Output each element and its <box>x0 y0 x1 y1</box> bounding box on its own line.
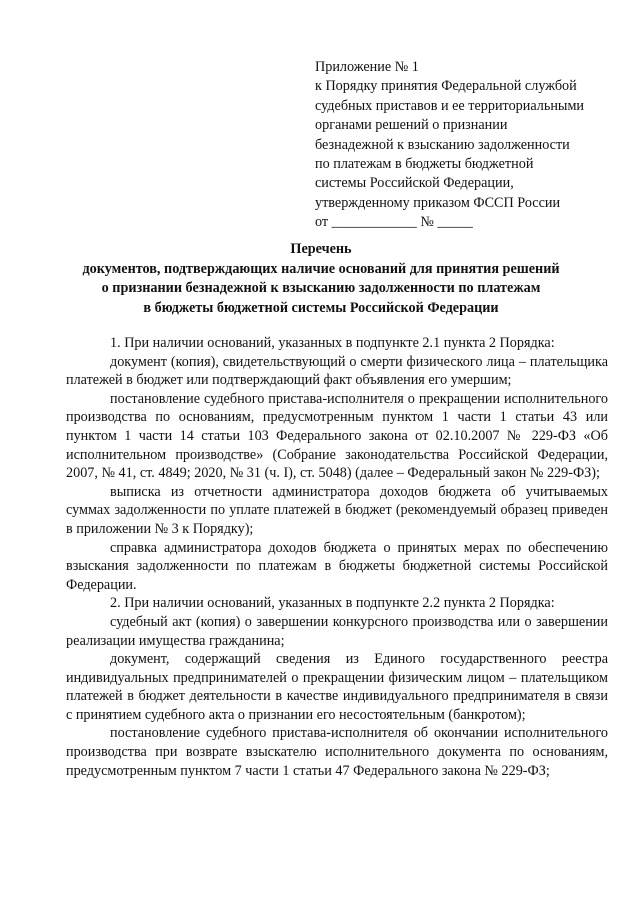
title-line: Перечень <box>290 241 352 257</box>
appendix-line: системы Российской Федерации, <box>315 175 514 192</box>
section-heading-2: 2. При наличии оснований, указанных в подпункте 2.2 пункта 2 Порядка: <box>110 595 555 612</box>
title-line: в бюджеты бюджетной системы Российской Федерации <box>143 299 499 316</box>
body-paragraph: справка администратора доходов бюджета о принятых мерах по обеспечению взыскания задолженности по платежам в бюджеты бюджетной системы Российской Федерации. <box>66 539 608 593</box>
appendix-line: утвержденному приказом ФССП России <box>315 194 561 211</box>
body-paragraph: постановление судебного пристава-исполнителя о прекращении исполнительного производства по основаниям, предусмотренным пунктом 1 части 1 статьи 43 или пунктом 1 части 14 статьи 103 Федерального закона от 02.10.2007 № 229-ФЗ «Об исполнительном производстве» (Собрание законодательства Российской Федерации, 2007, № 41, ст. 4849; 2020, № 31 (ч. I), ст. 5048) (далее – Федеральный закон № 229-ФЗ); <box>66 390 608 482</box>
appendix-line: по платежам в бюджеты бюджетной <box>315 156 534 173</box>
document-title <box>66 240 576 318</box>
appendix-line: безнадежной к взысканию задолженности <box>315 136 570 153</box>
title-line: документов, подтверждающих наличие оснований для принятия решений <box>82 260 560 277</box>
body-paragraph: судебный акт (копия) о завершении конкурсного производства или о завершении реализации имущества гражданина; <box>66 613 608 649</box>
body-paragraph: документ (копия), свидетельствующий о смерти физического лица – плательщика платежей в бюджет или подтверждающий факт объявления его умершим; <box>66 353 608 389</box>
appendix-line: Приложение № 1 <box>315 59 419 75</box>
title-line: о признании безнадежной к взысканию задолженности по платежам <box>101 280 541 297</box>
appendix-header <box>315 58 615 233</box>
body-paragraph: документ, содержащий сведения из Единого государственного реестра индивидуальных предпринимателей о прекращении физическим лицом – плательщиком платежей в бюджет деятельности в качестве индивидуального предпринимателя в связи с принятием судебного акта о признании его несостоятельным (банкротом); <box>66 651 608 723</box>
appendix-date-number-line: от ____________ № _____ <box>315 214 473 231</box>
body-paragraph: постановление судебного пристава-исполнителя об окончании исполнительного производства при возврате взыскателю исполнительного документа по основаниям, предусмотренным пунктом 7 части 1 статьи 47 Федерального закона № 229-ФЗ; <box>66 725 608 779</box>
appendix-line: органами решений о признании <box>315 117 508 134</box>
body-paragraph: выписка из отчетности администратора доходов бюджета об учитываемых суммах задолженности по уплате платежей в бюджет (рекомендуемый образец приведен в приложении № 3 к Порядку); <box>66 483 608 537</box>
appendix-line: судебных приставов и ее территориальными <box>315 97 585 114</box>
appendix-line: к Порядку принятия Федеральной службой <box>315 78 577 95</box>
document-body <box>66 334 608 780</box>
section-heading-1: 1. При наличии оснований, указанных в подпункте 2.1 пункта 2 Порядка: <box>110 335 555 351</box>
